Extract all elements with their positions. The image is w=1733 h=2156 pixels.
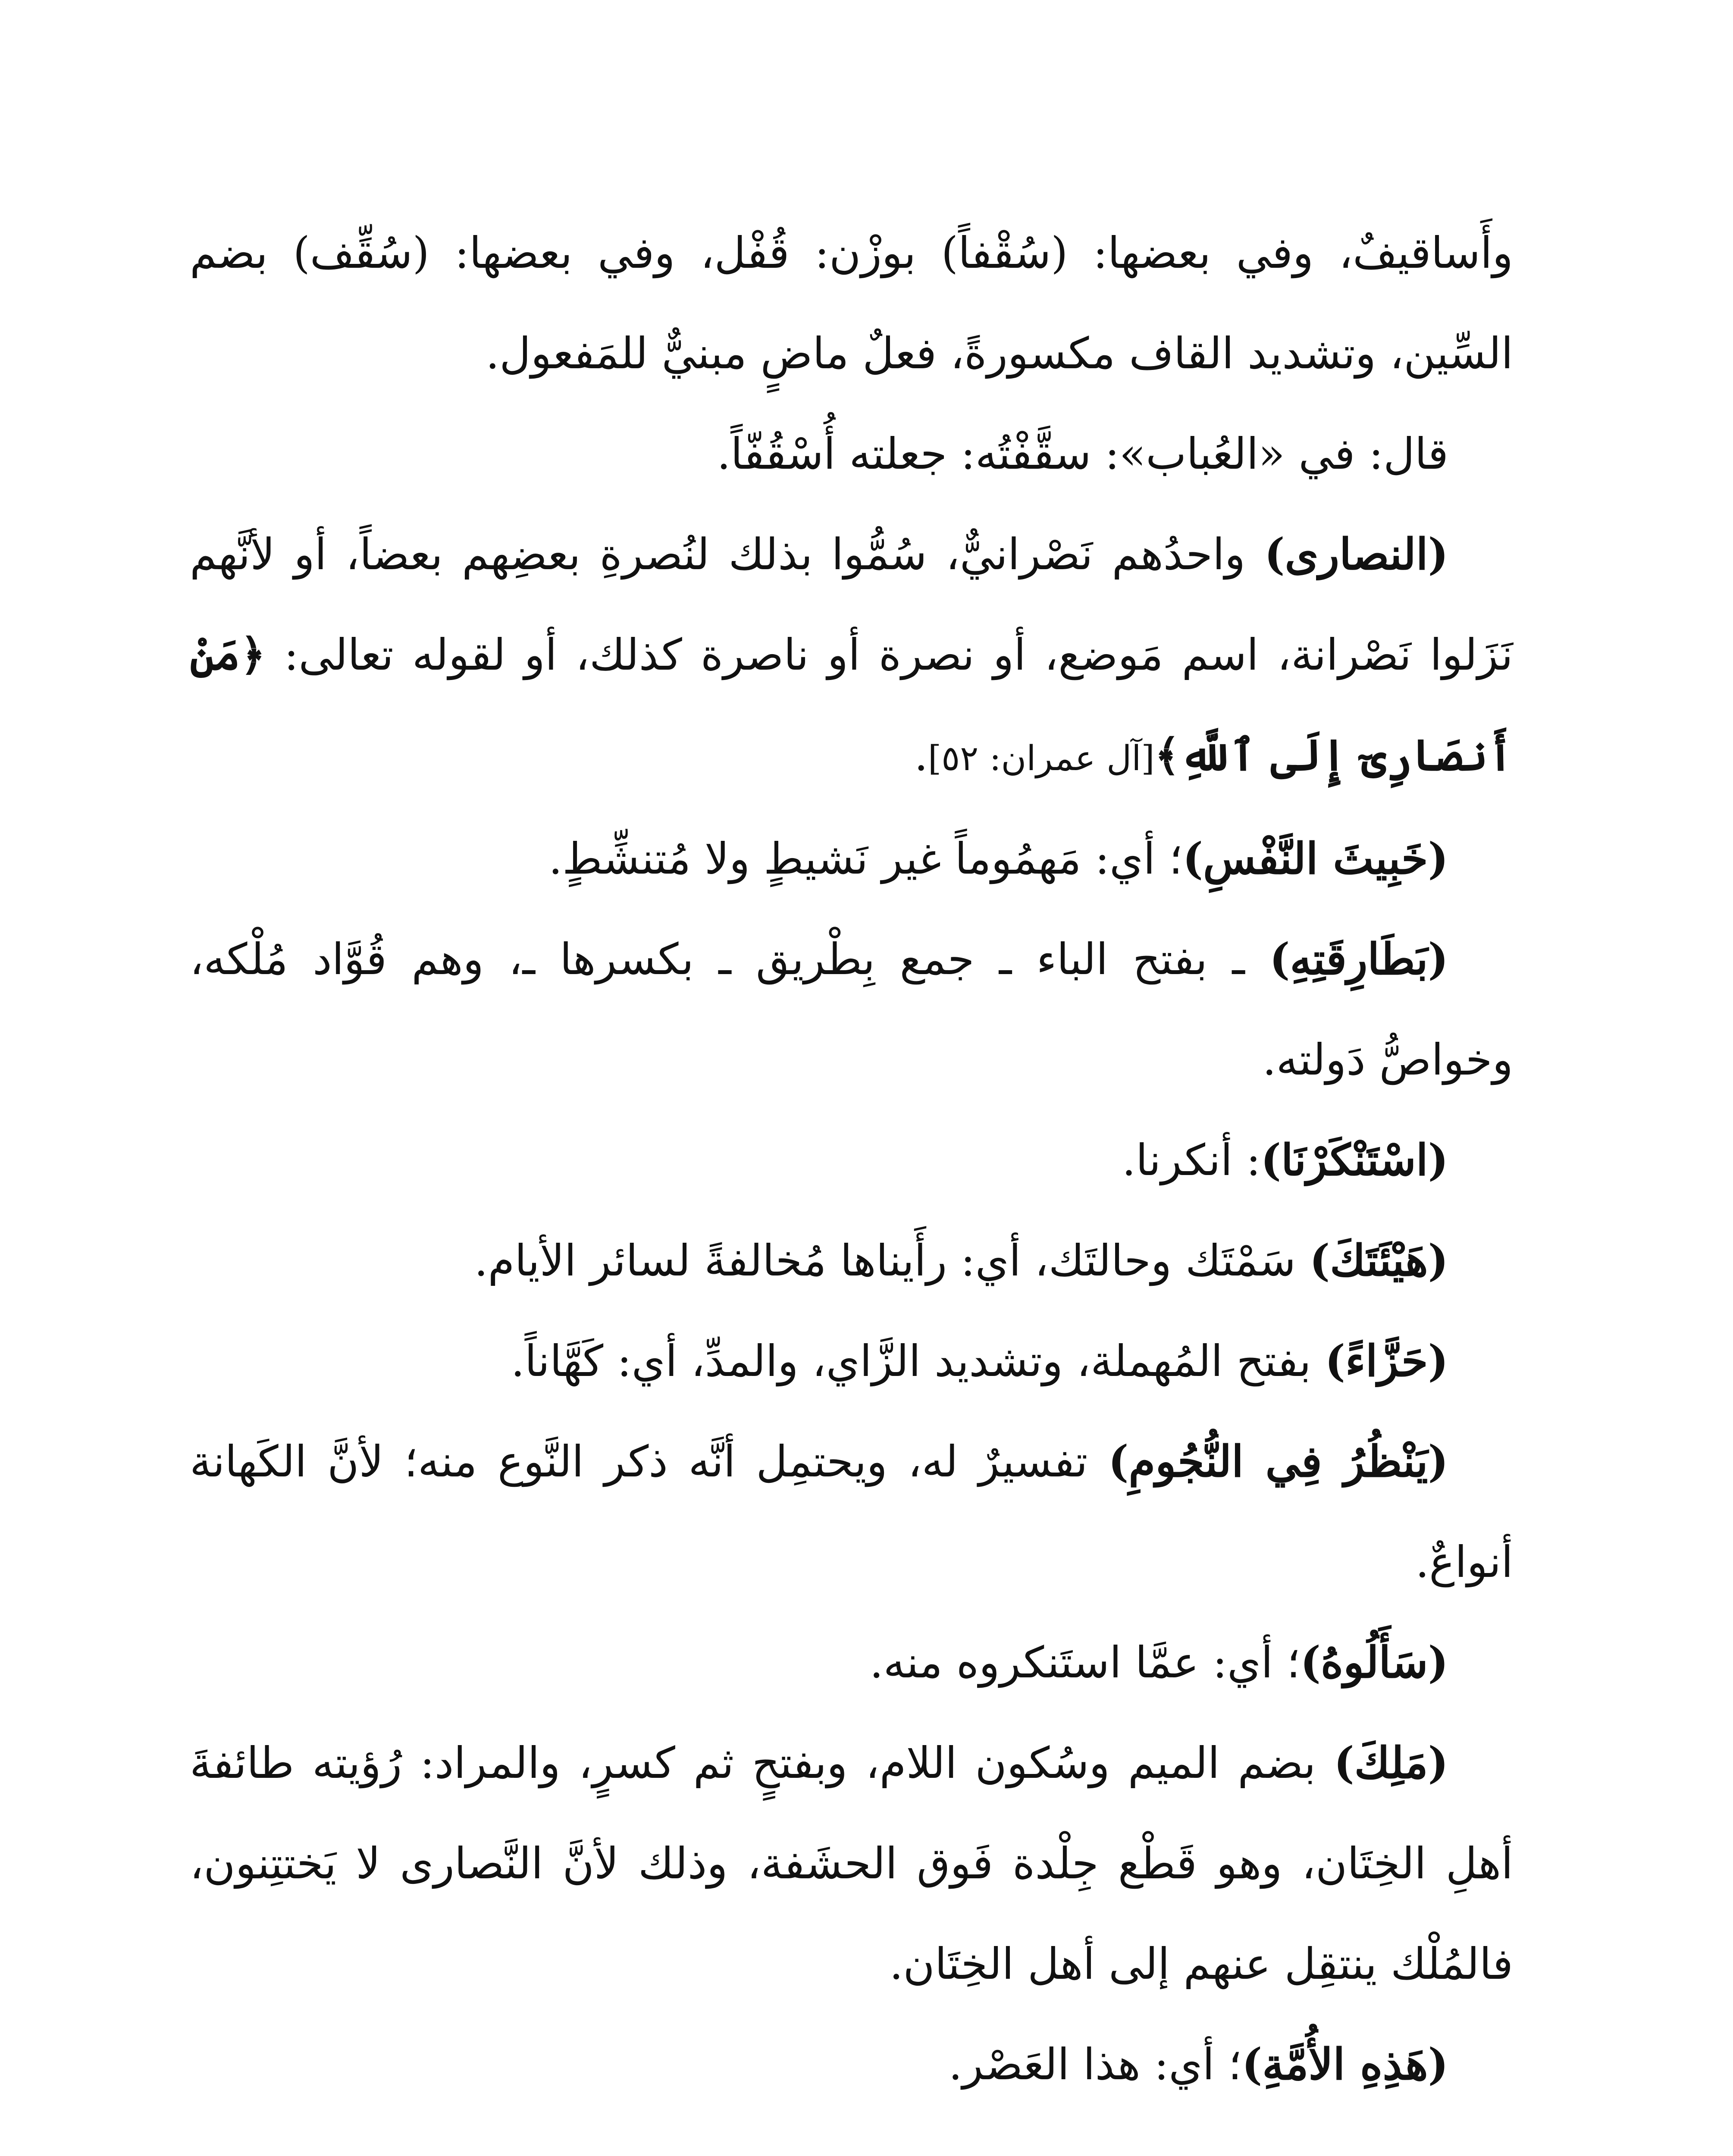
paragraph-text: ؛ أي: هذا العَصْر. xyxy=(948,2039,1242,2090)
paragraph xyxy=(190,1713,1513,2014)
quran-quote: ﴿مَنْ أَنصَارِىٓ إِلَى ٱللَّهِ﴾ xyxy=(190,629,1513,780)
paragraph-text: سَمْتَك وحالتَك، أي: رأَيناها مُخالفةً لسائر الأيام. xyxy=(474,1235,1310,1286)
page-body-text xyxy=(190,203,1513,2115)
paragraph xyxy=(190,1311,1513,1411)
paragraph xyxy=(190,1210,1513,1311)
paragraph-text: واحدُهم نَصْرانيٌّ، سُمُّوا بذلك لنُصرةِ بعضِهم بعضاً، أو لأنَّهم نَزَلوا نَصْرانة، اسم مَوضع، أو نصرة أو ناصرة كذلك، أو لقوله تعالى: xyxy=(190,529,1513,680)
paragraph xyxy=(190,504,1513,808)
paragraph xyxy=(190,203,1513,404)
paragraph xyxy=(190,1411,1513,1612)
paragraph-text: . xyxy=(914,730,928,780)
glossed-term: (بَطَارِقَتِهِ) xyxy=(1269,934,1448,984)
glossed-term: (هَيْئَتَكَ) xyxy=(1309,1235,1448,1286)
glossed-term: (مَلِكَ) xyxy=(1334,1737,1448,1788)
verse-reference: [آل عمران: ٥٢] xyxy=(928,738,1155,778)
paragraph-text: : أنكرنا. xyxy=(1122,1135,1261,1185)
glossed-term: (خَبِيثَ النَّفْسِ) xyxy=(1182,833,1448,884)
paragraph xyxy=(190,909,1513,1110)
paragraph xyxy=(190,808,1513,909)
paragraph-text: بضم الميم وسُكون اللام، وبفتحٍ ثم كسرٍ، والمراد: رُؤيته طائفةَ أهلِ الخِتَان، وهو قَطْع جِلْدة فَوق الحشَفة، وذلك لأنَّ النَّصارى لا يَختتِنون، فالمُلْك ينتقِل عنهم إلى أهل الخِتَان. xyxy=(190,1738,1513,1989)
paragraph-text: قال: في «العُباب»: سقَّفْتُه: جعلته أُسْقُفّاً. xyxy=(717,429,1448,479)
paragraph-text: ؛ أي: مَهمُوماً غير نَشيطٍ ولا مُتنشِّطٍ. xyxy=(548,834,1183,884)
glossed-term: (سَأَلُوهُ) xyxy=(1300,1637,1448,1688)
paragraph xyxy=(190,2014,1513,2115)
paragraph xyxy=(190,1110,1513,1210)
paragraph-text: ؛ أي: عمَّا استَنكروه منه. xyxy=(869,1637,1301,1688)
glossed-term: (النصارى) xyxy=(1264,529,1448,580)
paragraph-text: ـ بفتح الباء ـ جمع بِطْريق ـ بكسرها ـ، وهم قُوَّاد مُلْكه، وخواصُّ دَولته. xyxy=(190,934,1513,1085)
paragraph xyxy=(190,404,1513,504)
glossed-term: (اسْتَنْكَرْنَا) xyxy=(1260,1134,1448,1185)
paragraph xyxy=(190,1612,1513,1713)
glossed-term: (هَذِهِ الأُمَّةِ) xyxy=(1241,2039,1448,2090)
paragraph-text: تفسيرٌ له، ويحتمِل أنَّه ذكر النَّوع منه؛ لأنَّ الكَهانة أنواعٌ. xyxy=(190,1436,1513,1587)
glossed-term: (يَنْظُرُ فِي النُّجُومِ) xyxy=(1108,1436,1448,1487)
glossed-term: (حَزَّاءً) xyxy=(1325,1335,1448,1386)
paragraph-text: بفتح المُهملة، وتشديد الزَّاي، والمدِّ، أي: كَهَّاناً. xyxy=(511,1336,1325,1386)
paragraph-text: وأَساقيفٌ، وفي بعضها: (سُقْفاً) بوزْن: قُفْل، وفي بعضها: (سُقِّف) بضم السِّين، وتشديد القاف مكسورةً، فعلٌ ماضٍ مبنيٌّ للمَفعول. xyxy=(190,228,1513,379)
